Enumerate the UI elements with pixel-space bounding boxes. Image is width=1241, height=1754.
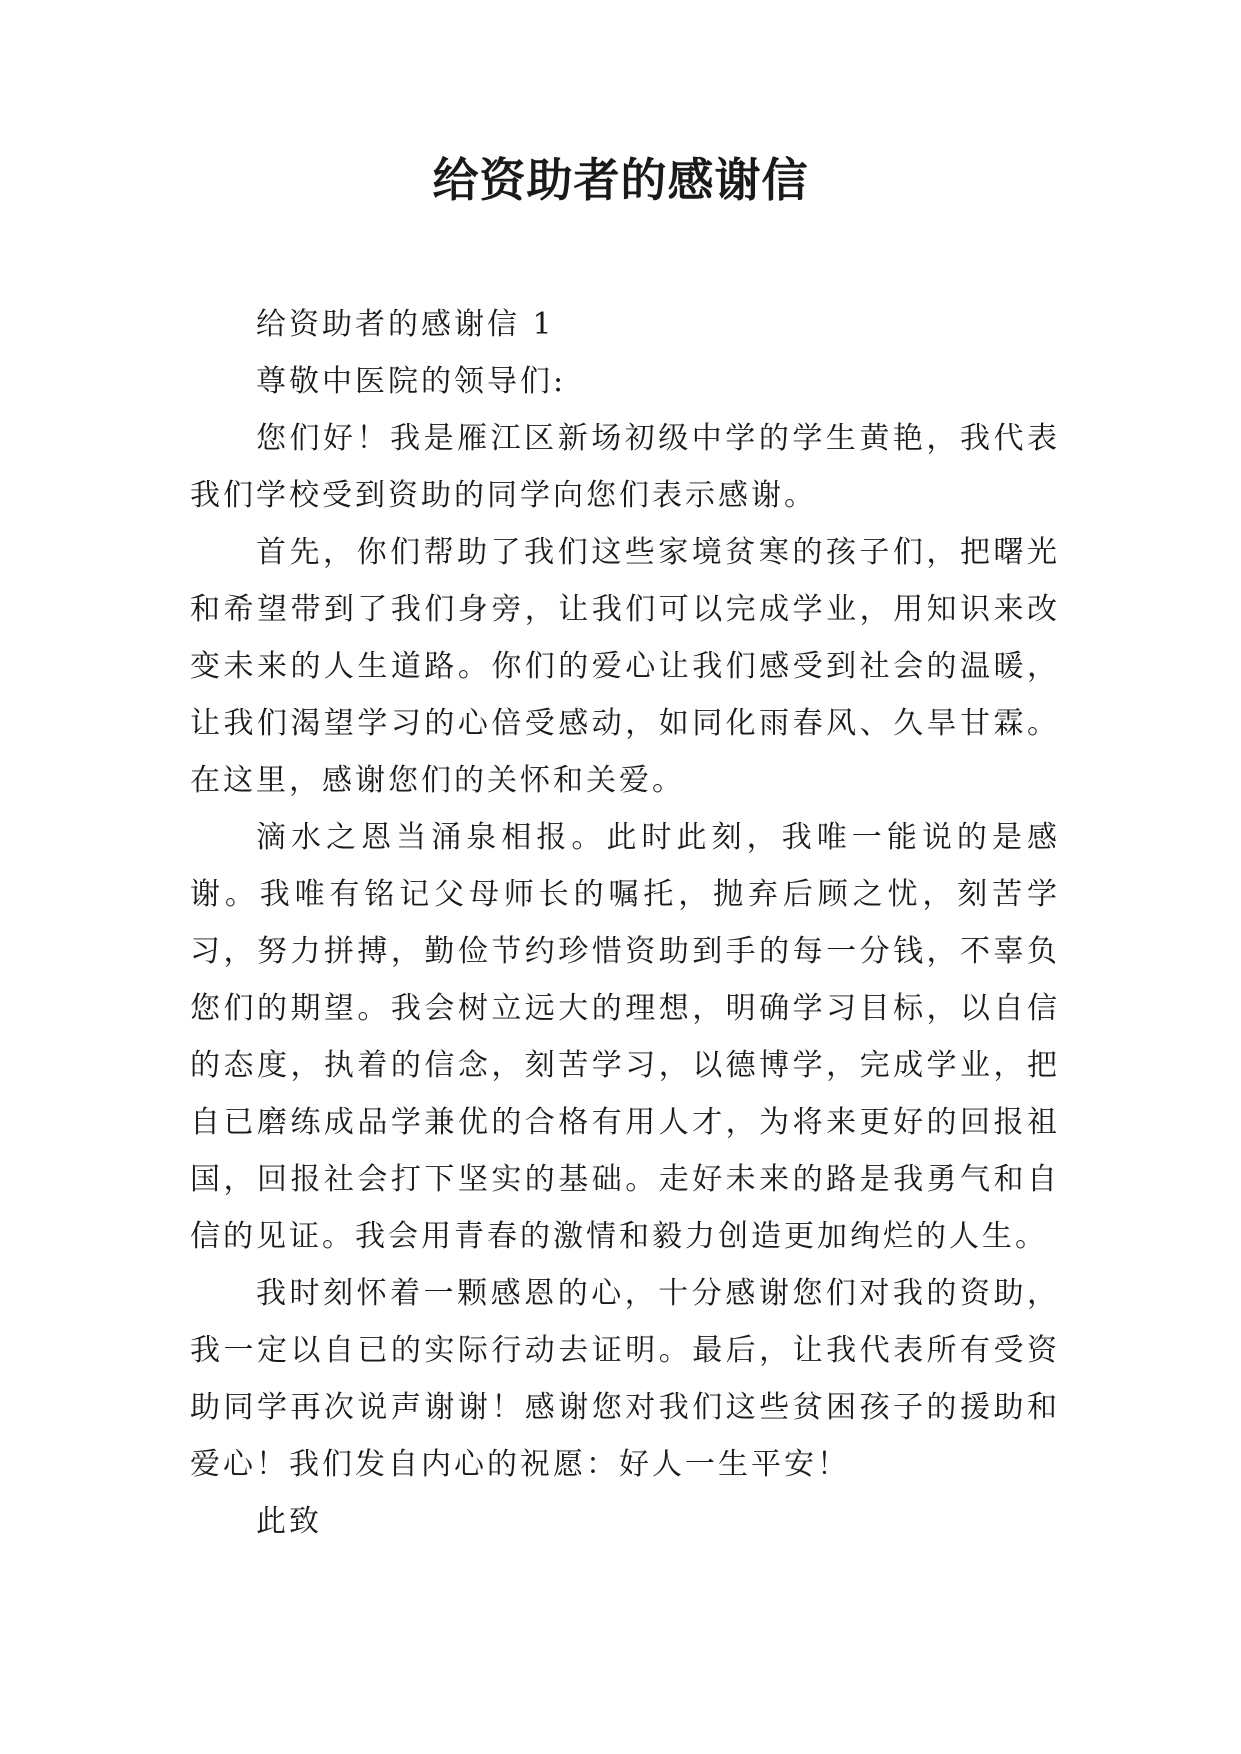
letter-paragraph: 我时刻怀着一颗感恩的心，十分感谢您们对我的资助，我一定以自已的实际行动去证明。最后，让我代表所有受资助同学再次说声谢谢！感谢您对我们这些贫困孩子的援助和爱心！我们发自内心的祝愿：好人一生平安！ bbox=[190, 1276, 1060, 1482]
letter-salutation: 尊敬中医院的领导们: bbox=[256, 364, 567, 399]
document-title: 给资助者的感谢信 bbox=[432, 153, 809, 207]
letter-heading: 给资助者的感谢信 1 bbox=[256, 307, 555, 342]
letter-paragraph: 您们好！我是雁江区新场初级中学的学生黄艳，我代表我们学校受到资助的同学向您们表示感谢。 bbox=[190, 421, 1060, 513]
letter-closing: 此致 bbox=[256, 1504, 322, 1539]
letter-paragraph: 滴水之恩当涌泉相报。此时此刻，我唯一能说的是感谢。我唯有铭记父母师长的嘱托，抛弃后顾之忧，刻苦学习，努力拼搏，勤俭节约珍惜资助到手的每一分钱，不辜负您们的期望。我会树立远大的理想，明确学习目标，以自信的态度，执着的信念，刻苦学习，以德博学，完成学业，把自已磨练成品学兼优的合格有用人才，为将来更好的回报祖国，回报社会打下坚实的基础。走好未来的路是我勇气和自信的见证。我会用青春的激情和毅力创造更加绚烂的人生。 bbox=[190, 820, 1060, 1254]
letter-paragraph: 首先，你们帮助了我们这些家境贫寒的孩子们，把曙光和希望带到了我们身旁，让我们可以完成学业，用知识来改变未来的人生道路。你们的爱心让我们感受到社会的温暖，让我们渴望学习的心倍受感动，如同化雨春风、久旱甘霖。在这里，感谢您们的关怀和关爱。 bbox=[190, 535, 1060, 798]
letter-body bbox=[190, 296, 1060, 1550]
